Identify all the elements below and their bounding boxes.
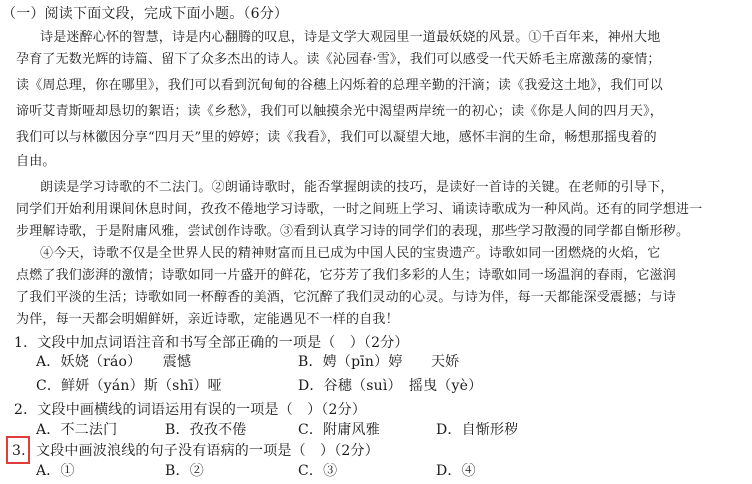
para2-line-7: 为伴，每一天都会明媚鲜妍，亲近诗歌，定能遇见不一样的自我！ (16, 312, 399, 327)
para1-line-2: 孕育了无数光辉的诗篇、留下了众多杰出的诗人。读《沁园春·雪》，我们可以感受一代天娇毛主席激荡的豪情； (16, 52, 661, 67)
para1-line-1: 诗是迷醉心怀的智慧，诗是内心翻腾的叹息，诗是文学大观园里一道最妖娆的风景。①千百年来，神州大地 (40, 30, 661, 45)
question-1-option-d[interactable]: D．谷穗（suì） 摇曳（yè） (298, 378, 483, 394)
question-3-option-b[interactable]: B．② (165, 463, 204, 479)
question-3-option-a[interactable]: A．① (36, 463, 75, 479)
para1-line-3: 读《周总理，你在哪里》，我们可以看到沉甸甸的谷穗上闪烁着的总理辛勤的汗滴；读《我爱这土地》，我们可以 (16, 78, 664, 93)
para2-line-6: 了我们平淡的生活；诗歌如同一杯醇香的美酒，它沉醉了我们灵动的心灵。与诗为伴，每一天都能深受震撼；与诗 (16, 290, 677, 305)
question-3-option-c[interactable]: C．③ (298, 463, 338, 479)
para2-line-2: 同学们开始利用课间休息时间，孜孜不倦地学习诗歌，一时之间班上学习、诵读诗歌成为一种风尚。还有的同学想进一 (16, 202, 703, 217)
para2-line-1: 朗读是学习诗歌的不二法门。②朗诵诗歌时，能否掌握朗读的技巧，是读好一首诗的关键。在老师的引导下， (40, 180, 674, 195)
question-2-option-a[interactable]: A．不二法门 (36, 422, 118, 438)
question-1-option-a[interactable]: A．妖娆（ráo） 震憾 (36, 354, 192, 370)
question-1-option-c[interactable]: C．鲜妍（yán）斯（shī）哑 (36, 378, 222, 394)
question-3-stem: 文段中画波浪线的句子没有语病的一项是（ ）（2分） (36, 443, 379, 459)
para1-line-6: 自由。 (16, 154, 56, 169)
para1-line-4: 谛听艾青斯哑却恳切的絮语；读《乡愁》，我们可以触摸余光中渴望两岸统一的初心；读《你是人间的四月天》， (16, 104, 664, 119)
question-2-option-c[interactable]: C．附庸风雅 (298, 422, 380, 438)
question-2-stem: 2．文段中画横线的词语运用有误的一项是（ ）（2分） (14, 402, 367, 418)
para2-line-3: 步理解诗歌，于是附庸风雅，尝试创作诗歌。③看到认真学习诗的同学们的表现，那些学习散漫的同学都自惭形秽。 (16, 224, 690, 239)
question-3-number: 3. (12, 443, 26, 459)
question-1-option-b[interactable]: B．娉（pīn）婷 天娇 (298, 354, 460, 370)
para1-line-5: 我们可以与林徽因分享“四月天”里的婷婷；读《我看》，我们可以凝望大地，感怀丰润的生命，畅想那摇曳着的 (16, 130, 657, 145)
question-3-option-d[interactable]: D．④ (436, 463, 476, 479)
question-2-option-b[interactable]: B．孜孜不倦 (165, 422, 247, 438)
para2-line-5: 点燃了我们澎湃的激情；诗歌如同一片盛开的鲜花，它芬芳了我们多彩的人生；诗歌如同一场温润的春雨，它滋润 (16, 268, 677, 283)
section-title: （一）阅读下面文段，完成下面小题。（6分） (2, 6, 289, 22)
question-2-option-d[interactable]: D．自惭形秽 (436, 422, 519, 438)
question-1-stem: 1．文段中加点词语注音和书写全部正确的一项是（ ）（2分） (14, 335, 409, 351)
para2-line-4: ④今天，诗歌不仅是全世界人民的精神财富而且已成为中国人民的宝贵遗产。诗歌如同一团燃烧的火焰，它 (40, 246, 661, 261)
